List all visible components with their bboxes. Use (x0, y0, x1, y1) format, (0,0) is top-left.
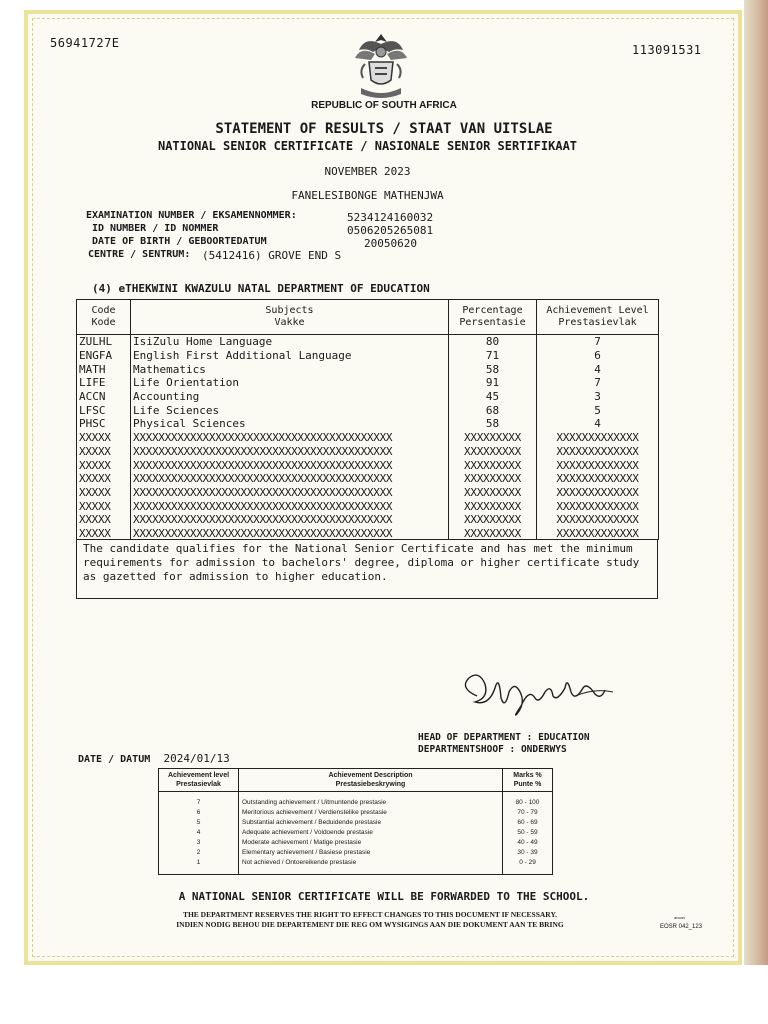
blank-subject: XXXXXXXXXXXXXXXXXXXXXXXXXXXXXXXXXXXXXXXXX (131, 499, 449, 513)
exam-session: NOVEMBER 2023 (324, 165, 411, 178)
key-marks-header-en: Marks % (513, 772, 542, 779)
blank-percentage: XXXXXXXXX (449, 499, 537, 513)
blank-row (77, 431, 659, 445)
blank-code: XXXXX (77, 527, 131, 541)
department-name: (4) eTHEKWINI KWAZULU NATAL DEPARTMENT OF EDUCATION (92, 282, 430, 295)
subject-header-en: Subjects (265, 305, 314, 316)
centre-value: (5412416) GROVE END S (202, 249, 342, 262)
subject-name: Life Sciences (131, 403, 449, 417)
centre-label: CENTRE / SENTRUM: (88, 249, 191, 260)
blank-percentage: XXXXXXXXX (449, 486, 537, 500)
result-row (77, 417, 659, 431)
key-description: Not achieved / Ontoereikende prestasie (239, 858, 503, 868)
result-row (77, 362, 659, 376)
key-marks: 0 - 29 (503, 858, 553, 868)
blank-subject: XXXXXXXXXXXXXXXXXXXXXXXXXXXXXXXXXXXXXXXXX (131, 431, 449, 445)
result-row (77, 349, 659, 363)
subject-name: Accounting (131, 390, 449, 404)
subject-percentage: 71 (449, 349, 537, 363)
subject-name: Life Orientation (131, 376, 449, 390)
blank-subject: XXXXXXXXXXXXXXXXXXXXXXXXXXXXXXXXXXXXXXXXX (131, 513, 449, 527)
code-header (77, 300, 131, 335)
key-level-header (159, 769, 239, 792)
key-body (159, 792, 553, 875)
key-row (159, 848, 553, 858)
subject-code: MATH (77, 362, 131, 376)
key-marks-header-af: Punte % (513, 781, 542, 788)
subject-percentage: 45 (449, 390, 537, 404)
results-header-row (77, 300, 659, 335)
code-header-en: Code (91, 305, 116, 316)
blank-subject: XXXXXXXXXXXXXXXXXXXXXXXXXXXXXXXXXXXXXXXXX (131, 445, 449, 459)
subject-percentage: 58 (449, 417, 537, 431)
key-description: Meritorious achievement / Verdienstelike prestasie (239, 808, 503, 818)
key-row (159, 818, 553, 828)
document-title: STATEMENT OF RESULTS / STAAT VAN UITSLAE (215, 121, 553, 137)
blank-row (77, 458, 659, 472)
date-label: DATE / DATUM (78, 754, 151, 765)
blank-subject: XXXXXXXXXXXXXXXXXXXXXXXXXXXXXXXXXXXXXXXXX (131, 458, 449, 472)
percentage-header-af: Persentasie (459, 317, 526, 328)
key-marks: 80 - 100 (503, 798, 553, 808)
subject-percentage: 91 (449, 376, 537, 390)
level-header-af: Prestasievlak (558, 317, 637, 328)
blank-level: XXXXXXXXXXXXX (537, 527, 659, 541)
dob-label: DATE OF BIRTH / GEBOORTEDATUM (92, 236, 267, 247)
key-header-row (159, 769, 553, 792)
issue-date (78, 752, 230, 765)
blank-row (77, 513, 659, 527)
percentage-header (449, 300, 537, 335)
subject-code: ACCN (77, 390, 131, 404)
key-marks: 70 - 79 (503, 808, 553, 818)
subject-level: 3 (537, 390, 659, 404)
key-marks: 30 - 39 (503, 848, 553, 858)
country-name: REPUBLIC OF SOUTH AFRICA (311, 100, 457, 111)
blank-percentage: XXXXXXXXX (449, 458, 537, 472)
subject-percentage: 68 (449, 403, 537, 417)
key-row (159, 858, 553, 868)
blank-level: XXXXXXXXXXXXX (537, 486, 659, 500)
subject-percentage: 80 (449, 335, 537, 349)
blank-level: XXXXXXXXXXXXX (537, 499, 659, 513)
key-marks-header (503, 769, 553, 792)
blank-code: XXXXX (77, 445, 131, 459)
subject-name: Physical Sciences (131, 417, 449, 431)
blank-row (77, 445, 659, 459)
key-marks: 50 - 59 (503, 828, 553, 838)
blank-code: XXXXX (77, 458, 131, 472)
blank-percentage: XXXXXXXXX (449, 472, 537, 486)
code-header-af: Kode (91, 317, 116, 328)
result-row (77, 335, 659, 349)
key-level-header-af: Prestasievlak (176, 781, 221, 788)
serial-number-right: 113091531 (632, 43, 702, 57)
key-bottom-row (159, 868, 553, 875)
result-row (77, 376, 659, 390)
id-number-label: ID NUMBER / ID NOMMER (92, 223, 219, 234)
exam-number-value: 5234124160032 (347, 211, 434, 224)
key-description: Moderate achievement / Matige prestasie (239, 838, 503, 848)
results-body (77, 335, 659, 541)
blank-row (77, 472, 659, 486)
dob-value: 20050620 (364, 237, 417, 250)
key-description: Adequate achievement / Voldoende prestasie (239, 828, 503, 838)
blank-level: XXXXXXXXXXXXX (537, 445, 659, 459)
key-level: 2 (159, 848, 239, 858)
key-level: 3 (159, 838, 239, 848)
subject-level: 6 (537, 349, 659, 363)
blank-subject: XXXXXXXXXXXXXXXXXXXXXXXXXXXXXXXXXXXXXXXXX (131, 472, 449, 486)
subject-name: English First Additional Language (131, 349, 449, 363)
head-of-department-title-en: HEAD OF DEPARTMENT : EDUCATION (418, 732, 590, 743)
key-marks: 60 - 69 (503, 818, 553, 828)
subject-header-af: Vakke (274, 317, 305, 328)
blank-code: XXXXX (77, 472, 131, 486)
blank-code: XXXXX (77, 499, 131, 513)
key-bottom-cell (239, 868, 503, 875)
head-of-department-signature (455, 658, 625, 718)
forward-notice: A NATIONAL SENIOR CERTIFICATE WILL BE FORWARDED TO THE SCHOOL. (178, 890, 590, 903)
subject-level: 5 (537, 403, 659, 417)
blank-percentage: XXXXXXXXX (449, 431, 537, 445)
key-row (159, 798, 553, 808)
key-description-header-en: Achievement Description (328, 772, 413, 779)
key-level: 5 (159, 818, 239, 828)
page-bottom-margin (0, 965, 768, 1024)
blank-level: XXXXXXXXXXXXX (537, 458, 659, 472)
subject-code: PHSC (77, 417, 131, 431)
blank-level: XXXXXXXXXXXXX (537, 431, 659, 445)
percentage-header-en: Percentage (462, 305, 523, 316)
results-table (76, 299, 659, 540)
key-level: 4 (159, 828, 239, 838)
result-row (77, 403, 659, 417)
subject-level: 4 (537, 417, 659, 431)
exam-number-label: EXAMINATION NUMBER / EKSAMENNOMMER: (86, 210, 297, 221)
key-row (159, 828, 553, 838)
coat-of-arms-icon (351, 30, 411, 102)
serial-number-left: 56941727E (50, 36, 120, 50)
result-row (77, 390, 659, 404)
key-row (159, 808, 553, 818)
disclaimer-en: THE DEPARTMENT RESERVES THE RIGHT TO EFFECT CHANGES TO THIS DOCUMENT IF NECESSARY. (182, 910, 558, 919)
blank-percentage: XXXXXXXXX (449, 445, 537, 459)
date-value: 2024/01/13 (163, 752, 230, 765)
subject-code: ENGFA (77, 349, 131, 363)
form-code-small: ancan (674, 915, 685, 920)
document-subtitle: NATIONAL SENIOR CERTIFICATE / NASIONALE SENIOR SERTIFIKAAT (157, 139, 578, 153)
subject-percentage: 58 (449, 362, 537, 376)
blank-level: XXXXXXXXXXXXX (537, 513, 659, 527)
key-level: 6 (159, 808, 239, 818)
blank-code: XXXXX (77, 513, 131, 527)
key-row (159, 838, 553, 848)
subject-code: LIFE (77, 376, 131, 390)
blank-subject: XXXXXXXXXXXXXXXXXXXXXXXXXXXXXXXXXXXXXXXXX (131, 486, 449, 500)
key-level-header-en: Achievement level (167, 772, 230, 779)
key-description-header-af: Prestasiebeskrywing (335, 781, 406, 788)
disclaimer-af: INDIEN NODIG BEHOU DIE DEPARTEMENT DIE REG OM WYSIGINGS AAN DIE DOKUMENT AAN TE BRING (176, 920, 564, 929)
page-edge (744, 0, 768, 1024)
subject-code: LFSC (77, 403, 131, 417)
subject-name: Mathematics (131, 362, 449, 376)
level-header-en: Achievement Level (546, 305, 649, 316)
key-level: 7 (159, 798, 239, 808)
subject-level: 7 (537, 335, 659, 349)
key-bottom-cell (503, 868, 553, 875)
key-description-header (239, 769, 503, 792)
blank-subject: XXXXXXXXXXXXXXXXXXXXXXXXXXXXXXXXXXXXXXXXX (131, 527, 449, 541)
id-number-value: 0506205265081 (347, 224, 434, 237)
blank-level: XXXXXXXXXXXXX (537, 472, 659, 486)
key-description: Outstanding achievement / Uitmuntende prestasie (239, 798, 503, 808)
form-code: EOSR 042_123 (660, 924, 703, 930)
subject-name: IsiZulu Home Language (131, 335, 449, 349)
subject-header (131, 300, 449, 335)
blank-code: XXXXX (77, 486, 131, 500)
blank-row (77, 486, 659, 500)
candidate-name: FANELESIBONGE MATHENJWA (291, 189, 444, 202)
key-description: Elementary achievement / Basiese prestasie (239, 848, 503, 858)
qualification-statement: The candidate qualifies for the National Senior Certificate and has met the minimum requirements for admission to bachelors' degree, diploma or higher certificate study as gazetted for admission to higher education. (76, 539, 658, 599)
blank-percentage: XXXXXXXXX (449, 527, 537, 541)
blank-row (77, 499, 659, 513)
blank-code: XXXXX (77, 431, 131, 445)
head-of-department-title-af: DEPARTMENTSHOOF : ONDERWYS (418, 744, 567, 755)
subject-code: ZULHL (77, 335, 131, 349)
blank-percentage: XXXXXXXXX (449, 513, 537, 527)
level-header (537, 300, 659, 335)
key-level: 1 (159, 858, 239, 868)
subject-level: 4 (537, 362, 659, 376)
key-marks: 40 - 49 (503, 838, 553, 848)
achievement-key-table (158, 768, 553, 875)
key-bottom-cell (159, 868, 239, 875)
key-description: Substantial achievement / Beduidende prestasie (239, 818, 503, 828)
subject-level: 7 (537, 376, 659, 390)
